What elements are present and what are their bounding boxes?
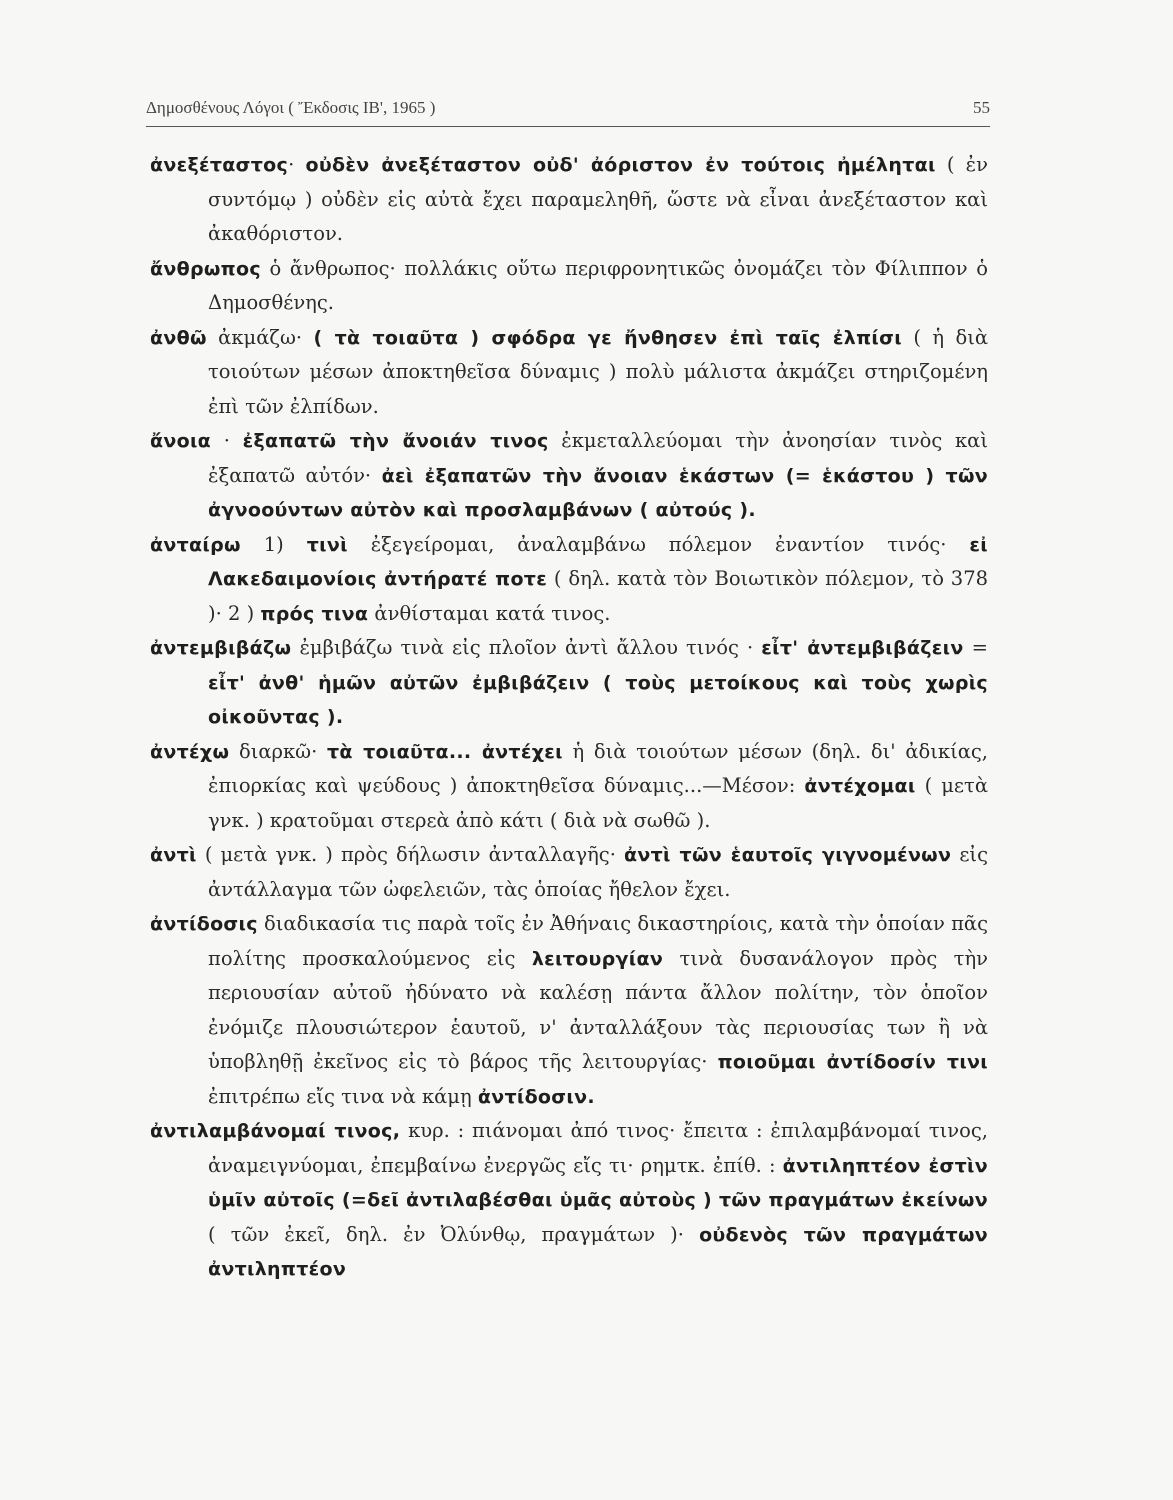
headword: ἀντέχω bbox=[150, 740, 230, 763]
definition-text: ἀνθίσταμαι κατά τινος. bbox=[368, 601, 611, 625]
definition-text: διαδικασία τις παρὰ τοῖς ἐν Ἀθήναις δικαστηρίοις, κατὰ τὴν ὁποίαν πᾶς πολίτης προσκαλούμενος εἰς bbox=[208, 912, 988, 970]
headword: ἄνθρωπος bbox=[150, 257, 261, 280]
definition-text: · bbox=[211, 429, 243, 452]
header-rule bbox=[146, 126, 990, 127]
definition-text: ἐκμεταλλεύομαι τὴν ἀνοησίαν τινὸς καὶ ἐξαπατῶ αὐτόν· bbox=[208, 429, 988, 487]
headword: ἀντιλαμβάνομαί τινος, bbox=[150, 1120, 401, 1142]
lexicon-entry bbox=[150, 252, 988, 321]
definition-text: ὁ ἄνθρωπος· πολλάκις οὕτω περιφρονητικῶς ὀνομάζει τὸν Φίλιππον ὁ Δημοσθένης. bbox=[208, 256, 988, 314]
definition-text: ἐμβιβάζω τινὰ εἰς πλοῖον ἀντὶ ἄλλου τινός · bbox=[291, 636, 762, 659]
bold-phrase: ποιοῦμαι ἀντίδοσίν τινι bbox=[717, 1051, 988, 1073]
definition-text: = bbox=[963, 636, 988, 659]
definition-text: εἰς ἀντάλλαγμα τῶν ὠφελειῶν, τὰς ὁποίας ἤθελον ἔχει. bbox=[208, 843, 989, 901]
definition-text: 1) bbox=[240, 532, 307, 556]
lexicon-entry bbox=[150, 424, 988, 528]
definition-text: διαρκῶ· bbox=[229, 739, 327, 763]
lexicon-body bbox=[150, 148, 988, 1287]
page-header bbox=[146, 98, 990, 118]
definition-text: ( μετὰ γνκ. ) πρὸς δήλωσιν ἀνταλλαγῆς· bbox=[196, 843, 624, 866]
bold-phrase: εἶτ' ἀντεμβιβάζειν bbox=[761, 637, 964, 659]
definition-text: ἐπιτρέπω εἴς τινα νὰ κάμῃ bbox=[208, 1084, 478, 1108]
bold-phrase: ἀντίδοσιν. bbox=[477, 1085, 595, 1108]
headword: ἀντεμβιβάζω bbox=[150, 637, 292, 659]
definition-text: ( δηλ. κατὰ τὸν Βοιωτικὸν πόλεμον, τὸ 378 )· 2 ) bbox=[208, 567, 989, 625]
definition-text: ἐξεγείρομαι, ἀναλαμβάνω πόλεμον ἐναντίον τινός· bbox=[347, 532, 970, 556]
lexicon-entry bbox=[150, 1114, 988, 1287]
lexicon-entry bbox=[150, 321, 988, 425]
definition-text: ἡ διὰ τοιούτων μέσων (δηλ. δι' ἀδικίας, ἐπιορκίας καὶ ψεύδους ) ἀποκτηθεῖσα δύναμις...—Μέσον: bbox=[208, 739, 989, 797]
bold-phrase: τὰ τοιαῦτα... ἀντέχει bbox=[326, 740, 563, 763]
definition-text: ἀκμάζω· bbox=[206, 325, 314, 349]
bold-phrase: ( τὰ τοιαῦτα ) σφόδρα γε ἤνθησεν ἐπὶ ταῖς ἐλπίσι bbox=[313, 326, 902, 349]
definition-text: ( τῶν ἐκεῖ, δηλ. ἐν Ὀλύνθῳ, πραγμάτων )· bbox=[208, 1222, 700, 1246]
definition-text: ( ἐν συντόμῳ ) οὐδὲν εἰς αὐτὰ ἔχει παραμεληθῆ, ὥστε νὰ εἶναι ἀνεξέταστον καὶ ἀκαθόριστον. bbox=[208, 153, 988, 245]
definition-text: ( μετὰ γνκ. ) κρατοῦμαι στερεὰ ἀπὸ κάτι ( διὰ νὰ σωθῶ ). bbox=[208, 774, 988, 832]
bold-phrase: ἀεὶ ἐξαπατῶν τὴν ἄνοιαν ἑκάστων (= ἑκάστου ) τῶν ἀγνοούντων αὐτὸν καὶ προσλαμβάνων ( αὐτούς ). bbox=[208, 464, 988, 521]
bold-phrase: οὐδὲν ἀνεξέταστον οὐδ' ἀόριστον ἐν τούτοις ἠμέληται bbox=[305, 154, 936, 176]
bold-phrase: τινὶ bbox=[306, 533, 348, 556]
bold-phrase: εἶτ' ἀνθ' ἡμῶν αὐτῶν ἐμβιβάζειν ( τοὺς μετοίκους καὶ τοὺς χωρὶς οἰκοῦντας ). bbox=[208, 671, 988, 728]
page-number: 55 bbox=[973, 98, 990, 117]
running-title: Δημοσθένους Λόγοι ( Ἔκδοσις ΙΒ', 1965 ) bbox=[146, 98, 436, 117]
headword: ἀντίδοσις bbox=[150, 913, 258, 935]
lexicon-entry bbox=[150, 528, 988, 632]
bold-phrase: λειτουργίαν bbox=[531, 947, 664, 970]
bold-phrase: ἀντὶ τῶν ἑαυτοῖς γιγνομένων bbox=[624, 844, 952, 866]
lexicon-entry bbox=[150, 148, 988, 252]
bold-phrase: πρός τινα bbox=[260, 602, 369, 625]
bold-phrase: ἀντιληπτέον ἐστὶν ὑμῖν αὐτοῖς (=δεῖ ἀντιλαβέσθαι ὑμᾶς αὐτοὺς ) τῶν πραγμάτων ἐκείνων bbox=[208, 1154, 988, 1211]
definition-text: τινὰ δυσανάλογον πρὸς τὴν περιουσίαν αὐτοῦ ἠδύνατο νὰ καλέσῃ πάντα ἄλλον πολίτην, τὸν ὁποῖον ἐνόμιζε πλουσιώτερον ἑαυτοῦ, ν' ἀνταλλάξουν τὰς περιουσίας των ἢ νὰ ὑποβληθῇ ἐκεῖνος εἰς τὸ βάρος τῆς λειτουργίας· bbox=[208, 946, 988, 1073]
lexicon-entry bbox=[150, 907, 988, 1114]
headword: ἀνεξέταστος bbox=[150, 154, 289, 176]
lexicon-entry bbox=[150, 631, 988, 735]
headword: ἀνθῶ bbox=[150, 326, 207, 349]
lexicon-entry bbox=[150, 735, 988, 839]
definition-text: · bbox=[288, 153, 306, 176]
lexicon-entry bbox=[150, 838, 988, 907]
definition-text: κυρ. : πιάνομαι ἀπό τινος· ἔπειτα : ἐπιλαμβάνομαί τινος, ἀναμειγνύομαι, ἐπεμβαίνω ἐνεργῶς εἴς τι· ρημτκ. ἐπίθ. : bbox=[208, 1119, 988, 1177]
headword: ἀντὶ bbox=[150, 844, 197, 866]
bold-phrase: εἰ Λακεδαιμονίοις ἀντήρατέ ποτε bbox=[208, 533, 988, 590]
definition-text: ( ἡ διὰ τοιούτων μέσων ἀποκτηθεῖσα δύναμις ) πολὺ μάλιστα ἀκμάζει στηριζομένη ἐπὶ τῶν ἐλπίδων. bbox=[208, 325, 989, 418]
headword: ἄνοια bbox=[150, 430, 212, 452]
bold-phrase: ἐξαπατῶ τὴν ἄνοιάν τινος bbox=[242, 430, 549, 452]
headword: ἀνταίρω bbox=[150, 533, 241, 556]
bold-phrase: οὐδενὸς τῶν πραγμάτων ἀντιληπτέον bbox=[208, 1223, 988, 1280]
bold-phrase: ἀντέχομαι bbox=[804, 775, 916, 797]
